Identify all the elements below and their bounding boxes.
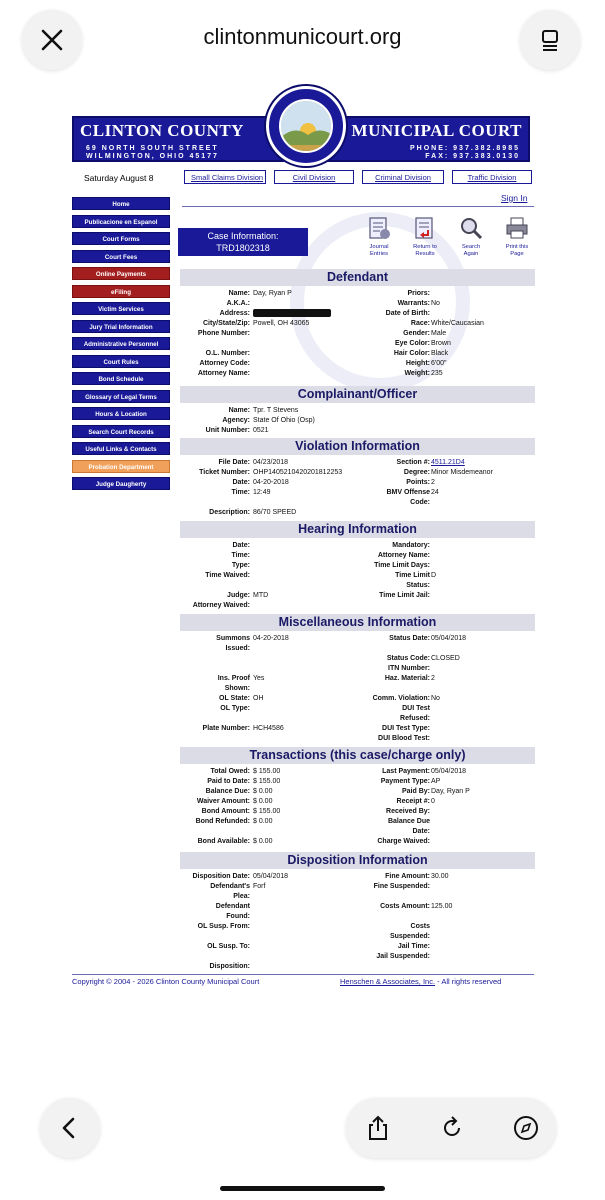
- tab-criminal[interactable]: Criminal Division: [362, 170, 444, 184]
- field-label: Charge Waived:: [377, 838, 430, 845]
- file-date-value: 04/23/2018: [253, 459, 289, 466]
- section-title: Defendant: [180, 269, 535, 286]
- field-label: Name:: [228, 407, 250, 414]
- henschen-link[interactable]: Henschen & Associates, Inc.: [340, 977, 436, 986]
- nav-judge[interactable]: Judge Daugherty: [72, 477, 170, 490]
- field-label: Total Owed:: [210, 768, 250, 775]
- tab-small-claims[interactable]: Small Claims Division: [184, 170, 266, 184]
- address-redacted: [253, 309, 331, 319]
- field-label: Code:: [410, 499, 430, 506]
- site-title-right: MUNICIPAL COURT: [351, 121, 522, 140]
- field-label: OL State:: [219, 695, 250, 702]
- field-label: Date:: [232, 479, 250, 486]
- case-info-box: [178, 228, 308, 256]
- section-title: Miscellaneous Information: [180, 614, 535, 631]
- field-label: Time:: [231, 489, 250, 496]
- field-label: Time Limit Jail:: [379, 592, 430, 599]
- nav-court-fees[interactable]: Court Fees: [72, 250, 170, 263]
- fax-line: FAX: 937.383.0130: [425, 153, 520, 160]
- limit-status-value: D: [431, 572, 437, 579]
- field-label: OL Susp. From:: [197, 923, 250, 930]
- nav-court-forms[interactable]: Court Forms: [72, 232, 170, 245]
- copyright-text: Copyright © 2004 - 2026 Clinton County Municipal Court: [72, 977, 260, 986]
- nav-online-payments[interactable]: Online Payments: [72, 267, 170, 280]
- description-value: 86/70 SPEED: [253, 509, 297, 516]
- waiver-amount-value: $ 0.00: [253, 798, 273, 805]
- field-label: Fine Suspended:: [373, 883, 430, 890]
- journal-entries-button[interactable]: [358, 214, 400, 258]
- nav-espanol[interactable]: Publicacione en Espanol: [72, 215, 170, 228]
- field-label: Status Code:: [386, 655, 430, 662]
- field-label: Balance Due: [387, 818, 430, 825]
- field-label: Status:: [406, 582, 430, 589]
- site-contact: [410, 145, 520, 161]
- defendant-section: [180, 269, 535, 379]
- field-label: DUI Blood Test:: [378, 735, 430, 742]
- safari-button[interactable]: [496, 1098, 556, 1158]
- field-label: Receipt #:: [396, 798, 430, 805]
- ol-state-value: OH: [253, 695, 264, 702]
- payment-type-value: AP: [431, 778, 441, 785]
- field-label: Attorney Code:: [199, 360, 250, 367]
- field-label: Unit Number:: [205, 427, 250, 434]
- nav-search-records[interactable]: Search Court Records: [72, 425, 170, 438]
- search-icon: [458, 215, 484, 241]
- field-label: Type:: [231, 562, 250, 569]
- tool-label: Results: [415, 251, 435, 257]
- field-label: Date of Birth:: [385, 310, 430, 317]
- sidebar-nav: [72, 197, 170, 495]
- field-label: Defendant: [215, 903, 250, 910]
- agency-value: State Of Ohio (Osp): [253, 417, 315, 424]
- address-line1: 69 NORTH SOUTH STREET: [86, 145, 219, 152]
- field-label: ITN Number:: [388, 665, 430, 672]
- case-toolbar: [358, 214, 538, 258]
- nav-court-rules[interactable]: Court Rules: [72, 355, 170, 368]
- field-label: Costs Amount:: [380, 903, 430, 910]
- field-label: Date:: [412, 828, 430, 835]
- credit-text: [340, 977, 501, 986]
- address-line2: WILMINGTON, OHIO 45177: [86, 153, 219, 160]
- field-label: Time Limit Days:: [374, 562, 430, 569]
- field-label: Degree:: [403, 469, 430, 476]
- ohio-seal-logo: [266, 86, 346, 166]
- gender-value: Male: [431, 330, 447, 337]
- field-label: DUI Test: [402, 705, 430, 712]
- tab-traffic[interactable]: Traffic Division: [452, 170, 532, 184]
- total-owed-value: $ 155.00: [253, 768, 281, 775]
- hearing-section: [180, 521, 535, 611]
- officer-name: Tpr. T Stevens: [253, 407, 299, 414]
- section-title: Transactions (this case/charge only): [180, 747, 535, 764]
- case-info-label: Case Information:: [207, 231, 279, 241]
- home-indicator: [220, 1186, 385, 1191]
- field-label: Bond Refunded:: [195, 818, 250, 825]
- case-number: TRD1802318: [216, 243, 270, 253]
- nav-useful-links[interactable]: Useful Links & Contacts: [72, 442, 170, 455]
- transactions-section: [180, 747, 535, 847]
- tool-label: Entries: [369, 251, 389, 257]
- divider: [182, 206, 534, 207]
- field-label: Time Limit: [395, 572, 430, 579]
- violation-time-value: 12:49: [253, 489, 271, 496]
- browser-bottom-bar: [0, 1082, 605, 1200]
- field-label: Time Waived:: [205, 572, 250, 579]
- footer-divider: [72, 974, 534, 975]
- paid-by-value: Day, Ryan P: [431, 788, 470, 795]
- status-date-value: 05/04/2018: [431, 635, 467, 642]
- paid-to-date-value: $ 155.00: [253, 778, 281, 785]
- reader-icon: [537, 27, 563, 53]
- tool-label: Print this: [505, 244, 529, 250]
- field-label: O.L. Number:: [205, 350, 250, 357]
- field-label: Haz. Material:: [384, 675, 430, 682]
- bond-available-value: $ 0.00: [253, 838, 273, 845]
- judge-value: MTD: [253, 592, 269, 599]
- warrants-value: No: [431, 300, 440, 307]
- nav-victim-services[interactable]: Victim Services: [72, 302, 170, 315]
- field-label: Address:: [219, 310, 250, 317]
- violation-date-value: 04-20-2018: [253, 479, 289, 486]
- field-label: Costs: [410, 923, 430, 930]
- tool-label: Search: [461, 244, 481, 250]
- field-label: Jail Time:: [397, 943, 430, 950]
- bmv-offense-value: 24: [431, 489, 439, 496]
- field-label: BMV Offense: [386, 489, 430, 496]
- field-label: Suspended:: [389, 933, 430, 940]
- field-label: Phone Number:: [197, 330, 250, 337]
- status-code-value: CLOSED: [431, 655, 460, 662]
- field-label: Disposition Date:: [192, 873, 250, 880]
- eye-color-value: Brown: [431, 340, 451, 347]
- nav-bond-schedule[interactable]: Bond Schedule: [72, 372, 170, 385]
- field-label: Plate Number:: [202, 725, 250, 732]
- field-label: Comm. Violation:: [372, 695, 430, 702]
- fine-amount-value: 30.00: [431, 873, 449, 880]
- nav-admin-personnel[interactable]: Administrative Personnel: [72, 337, 170, 350]
- field-label: Name:: [228, 290, 250, 297]
- field-label: Bond Amount:: [201, 808, 250, 815]
- tool-label: Journal: [369, 244, 389, 250]
- field-label: OL Susp. To:: [207, 943, 250, 950]
- seal-emblem: [279, 99, 333, 153]
- nav-jury-trial[interactable]: Jury Trial Information: [72, 320, 170, 333]
- defendant-name: Day, Ryan P: [253, 290, 292, 297]
- field-label: Attorney Name:: [197, 370, 250, 377]
- tool-label: Return to: [413, 244, 437, 250]
- nav-efiling[interactable]: eFiling: [72, 285, 170, 298]
- tool-label: Page: [510, 251, 524, 257]
- field-label: Plea:: [233, 893, 250, 900]
- field-label: Shown:: [224, 685, 250, 692]
- receipt-value: 0: [431, 798, 435, 805]
- reader-button[interactable]: [520, 10, 580, 70]
- field-label: Last Payment:: [382, 768, 430, 775]
- race-value: White/Caucasian: [431, 320, 484, 327]
- field-label: OL Type:: [220, 705, 250, 712]
- bond-amount-value: $ 155.00: [253, 808, 281, 815]
- current-date: Saturday August 8: [84, 173, 154, 183]
- plea-value: Forf: [253, 883, 266, 890]
- back-button[interactable]: [40, 1098, 100, 1158]
- ticket-number-value: OHP1405210420201812253: [253, 469, 343, 476]
- field-label: Description:: [209, 509, 250, 516]
- complainant-section: [180, 386, 535, 436]
- hair-color-value: Black: [431, 350, 449, 357]
- field-label: Found:: [226, 913, 250, 920]
- search-again-button[interactable]: [450, 214, 492, 258]
- field-label: Priors:: [407, 290, 430, 297]
- field-label: Received By:: [386, 808, 430, 815]
- field-label: Hair Color:: [393, 350, 430, 357]
- field-label: Issued:: [225, 645, 250, 652]
- field-label: Eye Color:: [394, 340, 430, 347]
- nav-probation[interactable]: Probation Department: [72, 460, 170, 473]
- share-button[interactable]: [348, 1098, 408, 1158]
- nav-hours-location[interactable]: Hours & Location: [72, 407, 170, 420]
- browser-top-bar: [0, 0, 605, 82]
- disposition-date-value: 05/04/2018: [253, 873, 289, 880]
- section-title: Complainant/Officer: [180, 386, 535, 403]
- field-label: Defendant's: [210, 883, 250, 890]
- phone-line: PHONE: 937.382.8985: [410, 145, 520, 152]
- field-label: Time:: [231, 552, 250, 559]
- costs-amount-value: 125.00: [431, 903, 453, 910]
- field-label: Race:: [410, 320, 430, 327]
- close-button[interactable]: [22, 10, 82, 70]
- return-results-button[interactable]: [404, 214, 446, 258]
- url-bar[interactable]: clintonmunicourt.org: [203, 24, 402, 49]
- field-label: Disposition:: [209, 963, 250, 970]
- field-label: Points:: [406, 479, 430, 486]
- division-tabs: [184, 170, 532, 184]
- section-title: Disposition Information: [180, 852, 535, 869]
- balance-due-value: $ 0.00: [253, 788, 273, 795]
- points-value: 2: [431, 479, 435, 486]
- field-label: File Date:: [218, 459, 250, 466]
- web-page: [0, 82, 605, 1082]
- field-label: Jail Suspended:: [376, 953, 430, 960]
- field-label: Refused:: [400, 715, 430, 722]
- site-title-left: CLINTON COUNTY: [80, 121, 244, 140]
- field-label: Paid By:: [401, 788, 430, 795]
- haz-material-value: 2: [431, 675, 435, 682]
- section-link[interactable]: 4511.21D4: [431, 459, 465, 466]
- seal-art-icon: [281, 101, 333, 153]
- share-icon: [365, 1115, 391, 1141]
- field-label: Judge:: [227, 592, 250, 599]
- unit-number-value: 0521: [253, 427, 269, 434]
- field-label: Balance Due:: [205, 788, 250, 795]
- field-label: Section #:: [396, 459, 430, 466]
- close-icon: [39, 27, 65, 53]
- field-label: Date:: [232, 542, 250, 549]
- site-address: [86, 145, 219, 161]
- degree-value: Minor Misdemeanor: [431, 469, 493, 476]
- reload-button[interactable]: [422, 1098, 482, 1158]
- bond-refunded-value: $ 0.00: [253, 818, 273, 825]
- last-payment-value: 05/04/2018: [431, 768, 467, 775]
- field-label: Status Date:: [389, 635, 430, 642]
- field-label: Weight:: [404, 370, 430, 377]
- tab-civil[interactable]: Civil Division: [274, 170, 354, 184]
- weight-value: 235: [431, 370, 443, 377]
- journal-icon: [366, 215, 392, 241]
- disposition-section: [180, 852, 535, 972]
- field-label: Agency:: [222, 417, 250, 424]
- print-icon: [504, 215, 530, 241]
- section-title: Hearing Information: [180, 521, 535, 538]
- redaction-bar: [253, 309, 331, 317]
- field-label: Attorney Name:: [377, 552, 430, 559]
- field-label: DUI Test Type:: [382, 725, 430, 732]
- nav-home[interactable]: Home: [72, 197, 170, 210]
- field-label: Mandatory:: [392, 542, 430, 549]
- insurance-proof-value: Yes: [253, 675, 265, 682]
- nav-glossary[interactable]: Glossary of Legal Terms: [72, 390, 170, 403]
- summons-value: 04-20-2018: [253, 635, 289, 642]
- field-label: A.K.A.:: [226, 300, 250, 307]
- comm-violation-value: No: [431, 695, 440, 702]
- height-value: 6'00": [431, 360, 447, 367]
- field-label: Fine Amount:: [385, 873, 430, 880]
- misc-section: [180, 614, 535, 744]
- section-title: Violation Information: [180, 438, 535, 455]
- reload-icon: [439, 1115, 465, 1141]
- field-label: Attorney Waived:: [192, 602, 250, 609]
- field-label: Waiver Amount:: [196, 798, 250, 805]
- plate-number-value: HCH4586: [253, 725, 284, 732]
- field-label: Ins. Proof: [217, 675, 250, 682]
- field-label: Summons: [216, 635, 250, 642]
- field-label: Payment Type:: [380, 778, 430, 785]
- field-label: Ticket Number:: [199, 469, 250, 476]
- print-page-button[interactable]: [496, 214, 538, 258]
- violation-section: [180, 438, 535, 518]
- return-icon: [412, 215, 438, 241]
- credit-rest: - All rights reserved: [435, 977, 502, 986]
- sign-in-link[interactable]: Sign In: [501, 193, 528, 203]
- field-label: Gender:: [403, 330, 430, 337]
- field-label: Warrants:: [397, 300, 430, 307]
- chevron-left-icon: [58, 1116, 82, 1140]
- field-label: Bond Available:: [197, 838, 250, 845]
- field-label: City/State/Zip:: [202, 320, 250, 327]
- city-state-zip: Powell, OH 43065: [253, 320, 310, 327]
- tool-label: Again: [463, 251, 479, 257]
- compass-icon: [512, 1114, 540, 1142]
- field-label: Height:: [405, 360, 430, 367]
- field-label: Paid to Date:: [207, 778, 250, 785]
